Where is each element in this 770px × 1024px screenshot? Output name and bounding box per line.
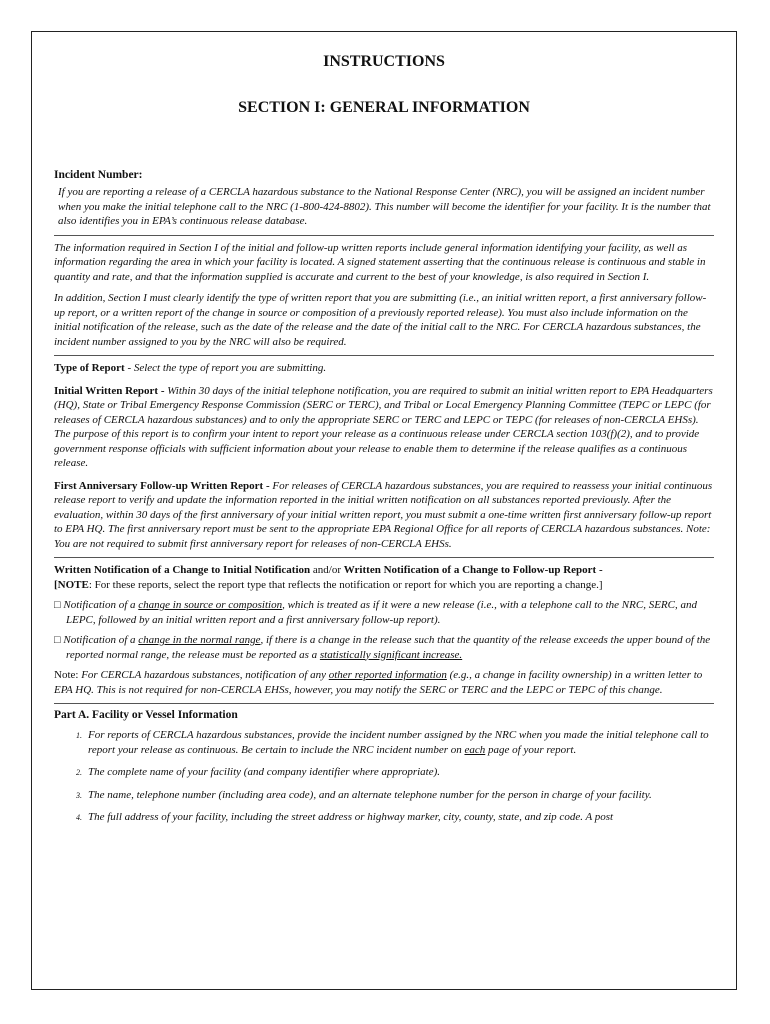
change-heading-initial: Written Notification of a Change to Initial Notification xyxy=(54,564,311,576)
divider xyxy=(54,703,714,704)
section-title: SECTION I: GENERAL INFORMATION xyxy=(238,99,530,116)
type-of-report-text: - Select the type of report you are submitting. xyxy=(124,362,327,374)
document-page xyxy=(31,31,737,990)
incident-number-text: If you are reporting a release of a CERCLA hazardous substance to the National Response Center (NRC), you will be assigned an incident number when you make the initial telephone call to the NRC (1-800-424-8802). This number will become the identifier for your facility. It is the number that also identifies you in EPA’s continuous release database. xyxy=(58,186,711,227)
anniversary-report-heading: First Anniversary Follow-up Written Report - xyxy=(54,479,273,492)
change-and-or: and/or xyxy=(310,564,344,576)
general-paragraph-1: The information required in Section I of the initial and follow-up written reports include general information identifying your facility, as well as information regarding the area in which your facility is located. A signed statement asserting that the continuous release is continuous and stable in quantity and rate, and that the information supplied is accurate and current to the best of your knowledge, is also required in Section I. xyxy=(54,241,706,283)
change-source-term: change in source or composition xyxy=(138,599,283,611)
part-a-section xyxy=(54,709,714,825)
divider xyxy=(54,557,714,558)
anniversary-report-paragraph xyxy=(54,479,714,552)
checkbox-icon: □ xyxy=(54,599,61,611)
part-a-heading: Part A. Facility or Vessel Information xyxy=(54,709,238,721)
type-of-report-line xyxy=(54,361,714,376)
note-label: Note: xyxy=(54,669,82,681)
incident-number-heading: Incident Number: xyxy=(54,169,143,181)
checkbox-icon: □ xyxy=(54,634,61,646)
document-title: INSTRUCTIONS xyxy=(323,53,445,70)
initial-report-paragraph xyxy=(54,384,714,471)
incident-number-section xyxy=(54,169,714,229)
change-note-text: : For these reports, select the report type that reflects the notification or report for which you are reporting a change.] xyxy=(88,578,603,591)
general-info-section xyxy=(54,241,714,350)
bullet-change-range: □ Notification of a change in the normal range, if there is a change in the release such that the quantity of the release exceeds the upper bound of the reported normal range, the release must be reported as a statistically significant increase. xyxy=(54,634,711,661)
divider xyxy=(54,235,714,236)
initial-report-text: Within 30 days of the initial telephone notification, you are required to submit an initial written report to EPA Headquarters (HQ), State or Tribal Emergency Response Commission (SERC or TERC), and Tribal or Local Emergency Planning Committee (TEPC or LEPC (for releases of CERCLA hazardous substances) and to only the appropriate SERC or TERC and LEPC or TEPC (for releases of non-CERCLA EHSs). The purpose of this report is to confirm your intent to report your release as a continuous release under CERCLA section 103(f)(2), and to provide government response officials with sufficient information about your release to enable them to determine if the release qualifies as a continuous release. xyxy=(54,384,713,469)
general-paragraph-2: In addition, Section I must clearly identify the type of written report that you are submitting (i.e., an initial written report, a first anniversary follow-up report, or a written report of the change in source or composition of a previously reported release). You must also include information on the initial notification of the release, such as the date of the release and the date of the initial call to the NRC. For CERCLA hazardous substances, the incident number assigned to you by the NRC will also be required. xyxy=(54,292,707,348)
other-info-term: other reported information xyxy=(328,669,447,681)
list-item: 3. The name, telephone number (including area code), and an alternate telephone number for the person in charge of your facility. xyxy=(76,788,652,801)
list-item: 2. The complete name of your facility (and company identifier where appropriate). xyxy=(76,766,441,778)
list-item: 1. For reports of CERCLA hazardous substances, provide the incident number assigned by the NRC when you made the initial telephone call to report your release as continuous. Be certain to include the NRC incident number on each page of your report. xyxy=(76,729,709,756)
anniversary-report-text: For releases of CERCLA hazardous substances, you are required to reassess your initial continuous release report to verify and update the information reported in the initial written notification on all substances reported previously. After the evaluation, within 30 days of the first anniversary of your initial written report, you must submit a one-time written first anniversary follow-up report to EPA HQ. The first anniversary report must be sent to the appropriate EPA Regional Office for all reports of CERCLA hazardous substances. Note: You are not required to submit first anniversary report for releases of non-CERCLA EHSs. xyxy=(54,479,713,550)
type-of-report-heading: Type of Report xyxy=(54,362,125,374)
initial-report-heading: Initial Written Report - xyxy=(54,384,168,397)
bullet-change-source: □ Notification of a change in source or composition, which is treated as if it were a new release (i.e., with a telephone call to the NRC, SERC, and LEPC, followed by an initial written report and a first anniversary follow-up report). xyxy=(54,599,697,626)
change-range-term: change in the normal range xyxy=(138,634,261,646)
type-of-report-section xyxy=(54,361,714,551)
change-note-line xyxy=(54,578,714,593)
significant-increase-term: statistically significant increase. xyxy=(319,648,463,661)
change-heading-line xyxy=(54,563,714,578)
change-note-label: [NOTE xyxy=(54,578,89,591)
change-heading-followup: Written Notification of a Change to Follow-up Report - xyxy=(343,564,603,576)
change-note-paragraph: Note: For CERCLA hazardous substances, notification of any other reported information (e.g., a change in facility ownership) in a written letter to EPA HQ. This is not required for non-CERCLA EHSs, however, you may notify the SERC or TERC and the LEPC or TEPC of this change. xyxy=(54,669,703,696)
divider xyxy=(54,355,714,356)
part-a-list xyxy=(54,728,714,825)
change-notification-section xyxy=(54,563,714,697)
list-item: 4. The full address of your facility, including the street address or highway marker, city, county, state, and zip code. A post xyxy=(76,811,614,823)
